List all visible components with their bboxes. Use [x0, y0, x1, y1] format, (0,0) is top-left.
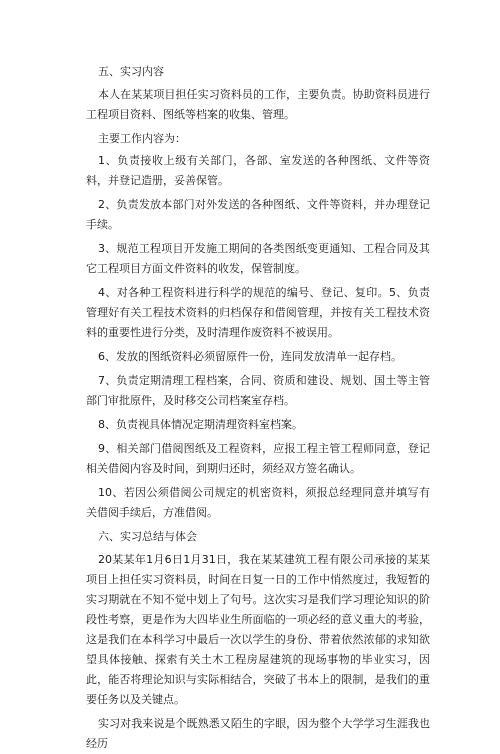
duty-item-7: 7、负责定期清理工程档案，合同、资质和建设、规划、国土等主管部门审批原件，及时移交公司档案室存档。 [86, 374, 430, 407]
duty-item-8: 8、负责视具体情况定期清理资料室档案。 [98, 418, 303, 431]
duty-item-3: 3、规范工程项目开发施工期间的各类图纸变更通知、工程合同及其它工程项目方面文件资料的收发，保管制度。 [86, 242, 430, 275]
summary-paragraph-2: 实习对我来说是个既熟悉又陌生的字眼，因为整个大学学习生涯我也经历 [86, 717, 430, 750]
section-heading-summary: 六、实习总结与体会 [98, 530, 197, 543]
duty-item-1: 1、负责接收上级有关部门，各部、室发送的各种图纸、文件等资料，并登记造册，妥善保管。 [86, 154, 430, 187]
duty-item-9: 9、相关部门借阅图纸及工程资料，应报工程主管工程师同意，登记相关借阅内容及时间，到期归还时，须经双方签名确认。 [86, 442, 430, 475]
intro-paragraph: 本人在某某项目担任实习资料员的工作，主要负责。协助资料员进行工程项目资料、图纸等档案的收集、管理。 [86, 88, 430, 121]
summary-paragraph-1: 20某某年1月6日1月31日，我在某某建筑工程有限公司承接的某某项目上担任实习资料员，时间在日复一日的工作中悄然度过，我短暂的实习期就在不知不觉中划上了句号。这次实习是我们学习理论知识的阶段性考察，更是作为大四毕业生所面临的一项必经的意义重大的考验，这是我们在本科学习中最后一次以学生的身份、带着依然浓郁的求知欲望具体接触、探索有关土木工程房屋建筑的现场事物的毕业实习，因此，能否将理论知识与实际相结合，突破了书本上的限制，是我们的重要任务以及关键点。 [86, 553, 430, 706]
duty-item-4-5: 4、对各种工程资料进行科学的规范的编号、登记、复印。5、负责管理好有关工程技术资料的归档保存和借阅管理，并按有关工程技术资料的重要性进行分类，及时清理作废资料不被误用。 [86, 286, 430, 339]
duty-item-10: 10、若因公须借阅公司规定的机密资料，须报总经理同意并填写有关借阅手续后，方准借阅。 [86, 486, 430, 519]
duty-item-2: 2、负责发放本部门对外发送的各种图纸、文件等资料，并办理登记手续。 [86, 198, 430, 231]
duties-title: 主要工作内容为： [98, 132, 186, 145]
duty-item-6: 6、发放的图纸资料必须留原件一份，连同发放清单一起存档。 [98, 350, 402, 363]
section-heading-internship-content: 五、实习内容 [98, 65, 164, 78]
